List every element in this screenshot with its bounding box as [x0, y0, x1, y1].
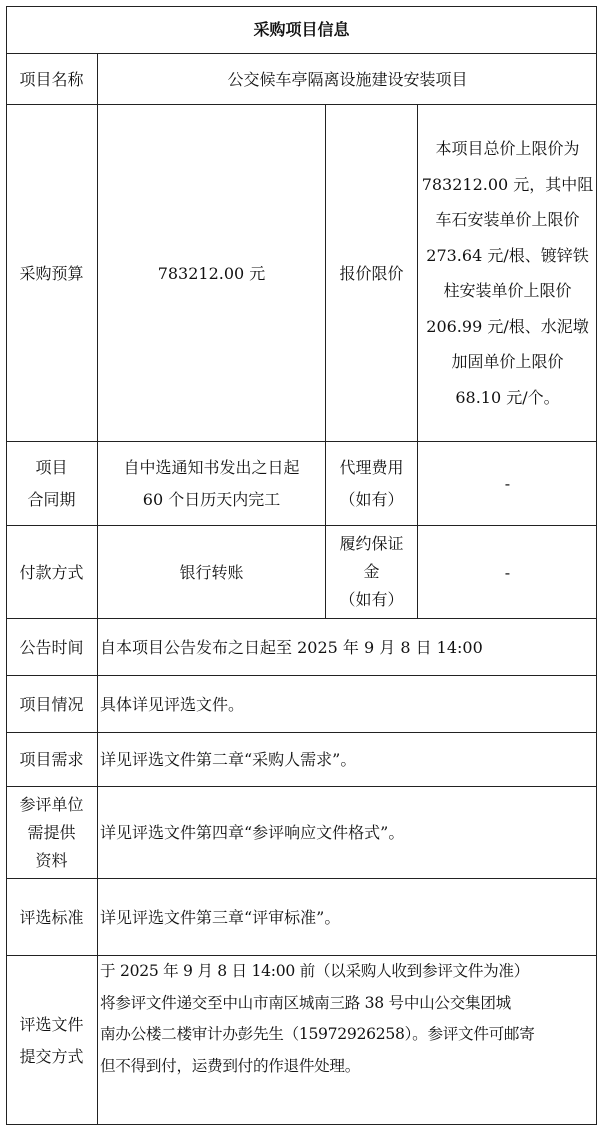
value-line: 将参评文件递交至中山市南区城南三路 38 号中山公交集团城 — [100, 993, 511, 1012]
label-line: 代理费用 — [339, 457, 404, 477]
materials-value: 详见评选文件第四章“参评响应文件格式”。 — [100, 823, 405, 842]
label-line: 项目 — [35, 457, 68, 477]
label-line: （如有） — [339, 590, 404, 609]
budget-label: 采购预算 — [19, 263, 84, 283]
agency-fee-label — [326, 442, 417, 525]
limit-line: 273.64 元/根、镀锌铁 — [426, 245, 589, 265]
label-line: 提交方式 — [19, 1046, 84, 1066]
criteria-value: 详见评选文件第三章“评审标准”。 — [100, 907, 341, 927]
limit-line: 206.99 元/根、水泥墩 — [426, 316, 589, 336]
value-line: 南办公楼二楼审计办彭先生（15972926258）。参评文件可邮寄 — [100, 1025, 535, 1043]
limit-line: 68.10 元/个。 — [455, 387, 560, 407]
agency-fee-value: - — [504, 474, 511, 493]
announce-time-label: 公告时间 — [19, 637, 84, 657]
situation-value: 具体详见评选文件。 — [100, 694, 245, 714]
budget-value: 783212.00 元 — [157, 263, 266, 283]
label-line: 需提供 — [27, 822, 76, 842]
deposit-label — [326, 526, 417, 618]
price-limit-value — [418, 105, 597, 441]
limit-line: 本项目总价上限价为 — [435, 139, 580, 158]
limit-line: 车石安装单价上限价 — [435, 210, 580, 229]
contract-period-value — [98, 442, 325, 525]
contract-period-label — [6, 442, 97, 525]
table-title: 采购项目信息 — [253, 20, 350, 39]
label-line: 评选文件 — [19, 1014, 84, 1034]
label-line: （如有） — [339, 489, 404, 509]
materials-label — [6, 787, 97, 878]
limit-line: 柱安装单价上限价 — [443, 281, 572, 300]
label-line: 参评单位 — [19, 794, 84, 814]
submission-value — [98, 956, 597, 1125]
value-line: 60 个日历天内完工 — [142, 489, 281, 509]
label-line: 履约保证 — [339, 534, 404, 553]
project-name-value: 公交候车亭隔离设施建设安装项目 — [227, 69, 468, 89]
price-limit-label: 报价限价 — [339, 263, 404, 283]
project-name-label: 项目名称 — [19, 69, 84, 89]
criteria-label: 评选标准 — [19, 907, 84, 927]
label-line: 金 — [363, 562, 380, 581]
limit-line: 加固单价上限价 — [451, 352, 564, 371]
limit-line: 783212.00 元，其中阻 — [421, 174, 594, 194]
payment-value: 银行转账 — [179, 562, 244, 582]
value-line: 但不得到付，运费到付的作退件处理。 — [100, 1056, 360, 1075]
requirements-value: 详见评选文件第二章“采购人需求”。 — [100, 750, 357, 769]
situation-label: 项目情况 — [19, 694, 84, 714]
value-line: 自中选通知书发出之日起 — [123, 457, 300, 477]
deposit-value: - — [504, 562, 511, 582]
announce-time-value: 自本项目公告发布之日起至 2025 年 9 月 8 日 14:00 — [100, 637, 483, 657]
payment-label: 付款方式 — [19, 562, 84, 582]
requirements-label: 项目需求 — [19, 750, 84, 769]
value-line: 于 2025 年 9 月 8 日 14:00 前（以采购人收到参评文件为准） — [100, 962, 530, 980]
submission-label — [6, 956, 97, 1125]
label-line: 资料 — [35, 850, 68, 870]
label-line: 合同期 — [27, 489, 76, 509]
